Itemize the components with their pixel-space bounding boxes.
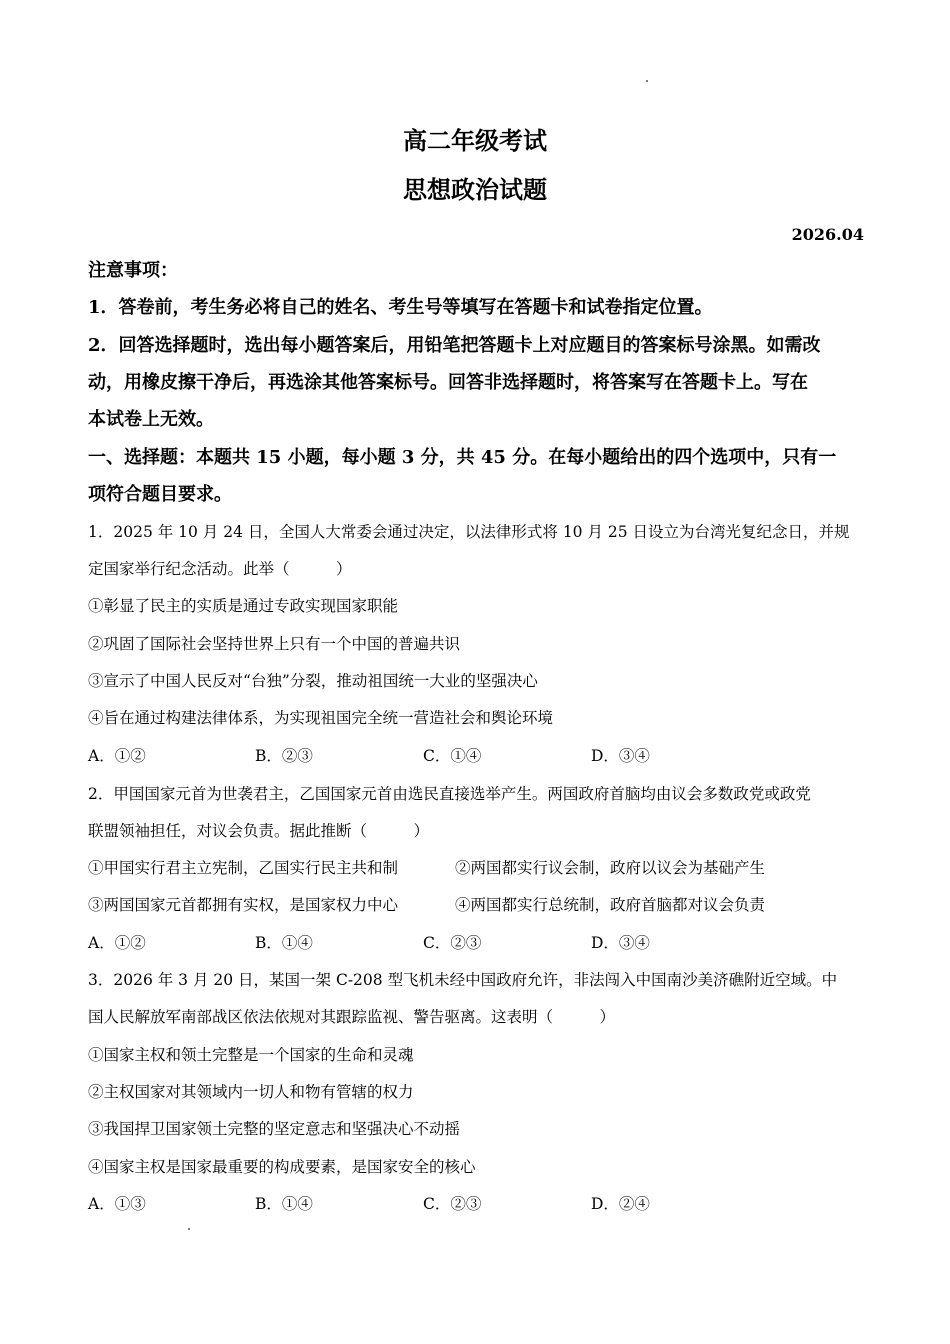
option-b: B．①④ bbox=[255, 934, 313, 952]
question-statement: ①甲国实行君主立宪制，乙国实行民主共和制 bbox=[88, 859, 399, 877]
section-heading: 项符合题目要求。 bbox=[88, 484, 232, 505]
option-b: B．②③ bbox=[255, 747, 313, 765]
option-a: A．①② bbox=[88, 747, 146, 765]
option-a: A．①② bbox=[88, 934, 146, 952]
exam-title: 高二年级考试 bbox=[403, 126, 547, 155]
notice-heading: 注意事项： bbox=[88, 260, 178, 281]
question-statement: ④两国都实行总统制，政府首脑都对议会负责 bbox=[455, 896, 766, 914]
option-d: D．③④ bbox=[591, 747, 650, 765]
page-mark bbox=[646, 80, 648, 82]
question-statement: ②巩固了国际社会坚持世界上只有一个中国的普遍共识 bbox=[88, 635, 461, 653]
option-d: D．②④ bbox=[591, 1195, 650, 1213]
exam-date: 2026.04 bbox=[791, 225, 864, 244]
page-mark bbox=[188, 1228, 190, 1230]
option-d: D．③④ bbox=[591, 934, 650, 952]
section-heading: 一、选择题：本题共 15 小题，每小题 3 分，共 45 分。在每小题给出的四个选项中，只有一 bbox=[88, 447, 837, 468]
question-stem: 2．甲国国家元首为世袭君主，乙国国家元首由选民直接选举产生。两国政府首脑均由议会多数政党或政党 bbox=[88, 785, 811, 803]
question-statement: ③宣示了中国人民反对“台独”分裂，推动祖国统一大业的坚强决心 bbox=[88, 672, 538, 690]
question-statement: ③我国捍卫国家领土完整的坚定意志和坚强决心不动摇 bbox=[88, 1120, 461, 1138]
option-b: B．①④ bbox=[255, 1195, 313, 1213]
option-c: C．②③ bbox=[423, 1195, 482, 1213]
question-stem: 国人民解放军南部战区依法依规对其跟踪监视、警告驱离。这表明（ ） bbox=[88, 1008, 616, 1026]
question-stem: 定国家举行纪念活动。此举（ ） bbox=[88, 560, 352, 578]
question-stem: 3．2026 年 3 月 20 日，某国一架 C-208 型飞机未经中国政府允许，非法闯入中国南沙美济礁附近空域。中 bbox=[88, 971, 838, 989]
question-statement: ④国家主权是国家最重要的构成要素，是国家安全的核心 bbox=[88, 1158, 476, 1176]
notice-item-1: 1．答卷前，考生务必将自己的姓名、考生号等填写在答题卡和试卷指定位置。 bbox=[88, 297, 713, 318]
question-stem: 1．2025 年 10 月 24 日，全国人大常委会通过决定，以法律形式将 10 月 25 日设立为台湾光复纪念日，并规 bbox=[88, 523, 850, 541]
option-a: A．①③ bbox=[88, 1195, 146, 1213]
option-c: C．②③ bbox=[423, 934, 482, 952]
notice-item-2: 2．回答选择题时，选出每小题答案后，用铅笔把答题卡上对应题目的答案标号涂黑。如需改 bbox=[88, 335, 821, 356]
question-statement: ①彰显了民主的实质是通过专政实现国家职能 bbox=[88, 597, 399, 615]
question-stem: 联盟领袖担任，对议会负责。据此推断（ ） bbox=[88, 822, 430, 840]
option-c: C．①④ bbox=[423, 747, 482, 765]
question-statement: ②主权国家对其领域内一切人和物有管辖的权力 bbox=[88, 1083, 414, 1101]
notice-item-2: 动，用橡皮擦干净后，再选涂其他答案标号。回答非选择题时，将答案写在答题卡上。写在 bbox=[88, 372, 808, 393]
question-statement: ②两国都实行议会制，政府以议会为基础产生 bbox=[455, 859, 766, 877]
question-statement: ①国家主权和领土完整是一个国家的生命和灵魂 bbox=[88, 1046, 414, 1064]
notice-item-2: 本试卷上无效。 bbox=[88, 409, 214, 430]
exam-subject: 思想政治试题 bbox=[403, 175, 547, 204]
question-statement: ④旨在通过构建法律体系，为实现祖国完全统一营造社会和舆论环境 bbox=[88, 709, 554, 727]
question-statement: ③两国国家元首都拥有实权，是国家权力中心 bbox=[88, 896, 399, 914]
